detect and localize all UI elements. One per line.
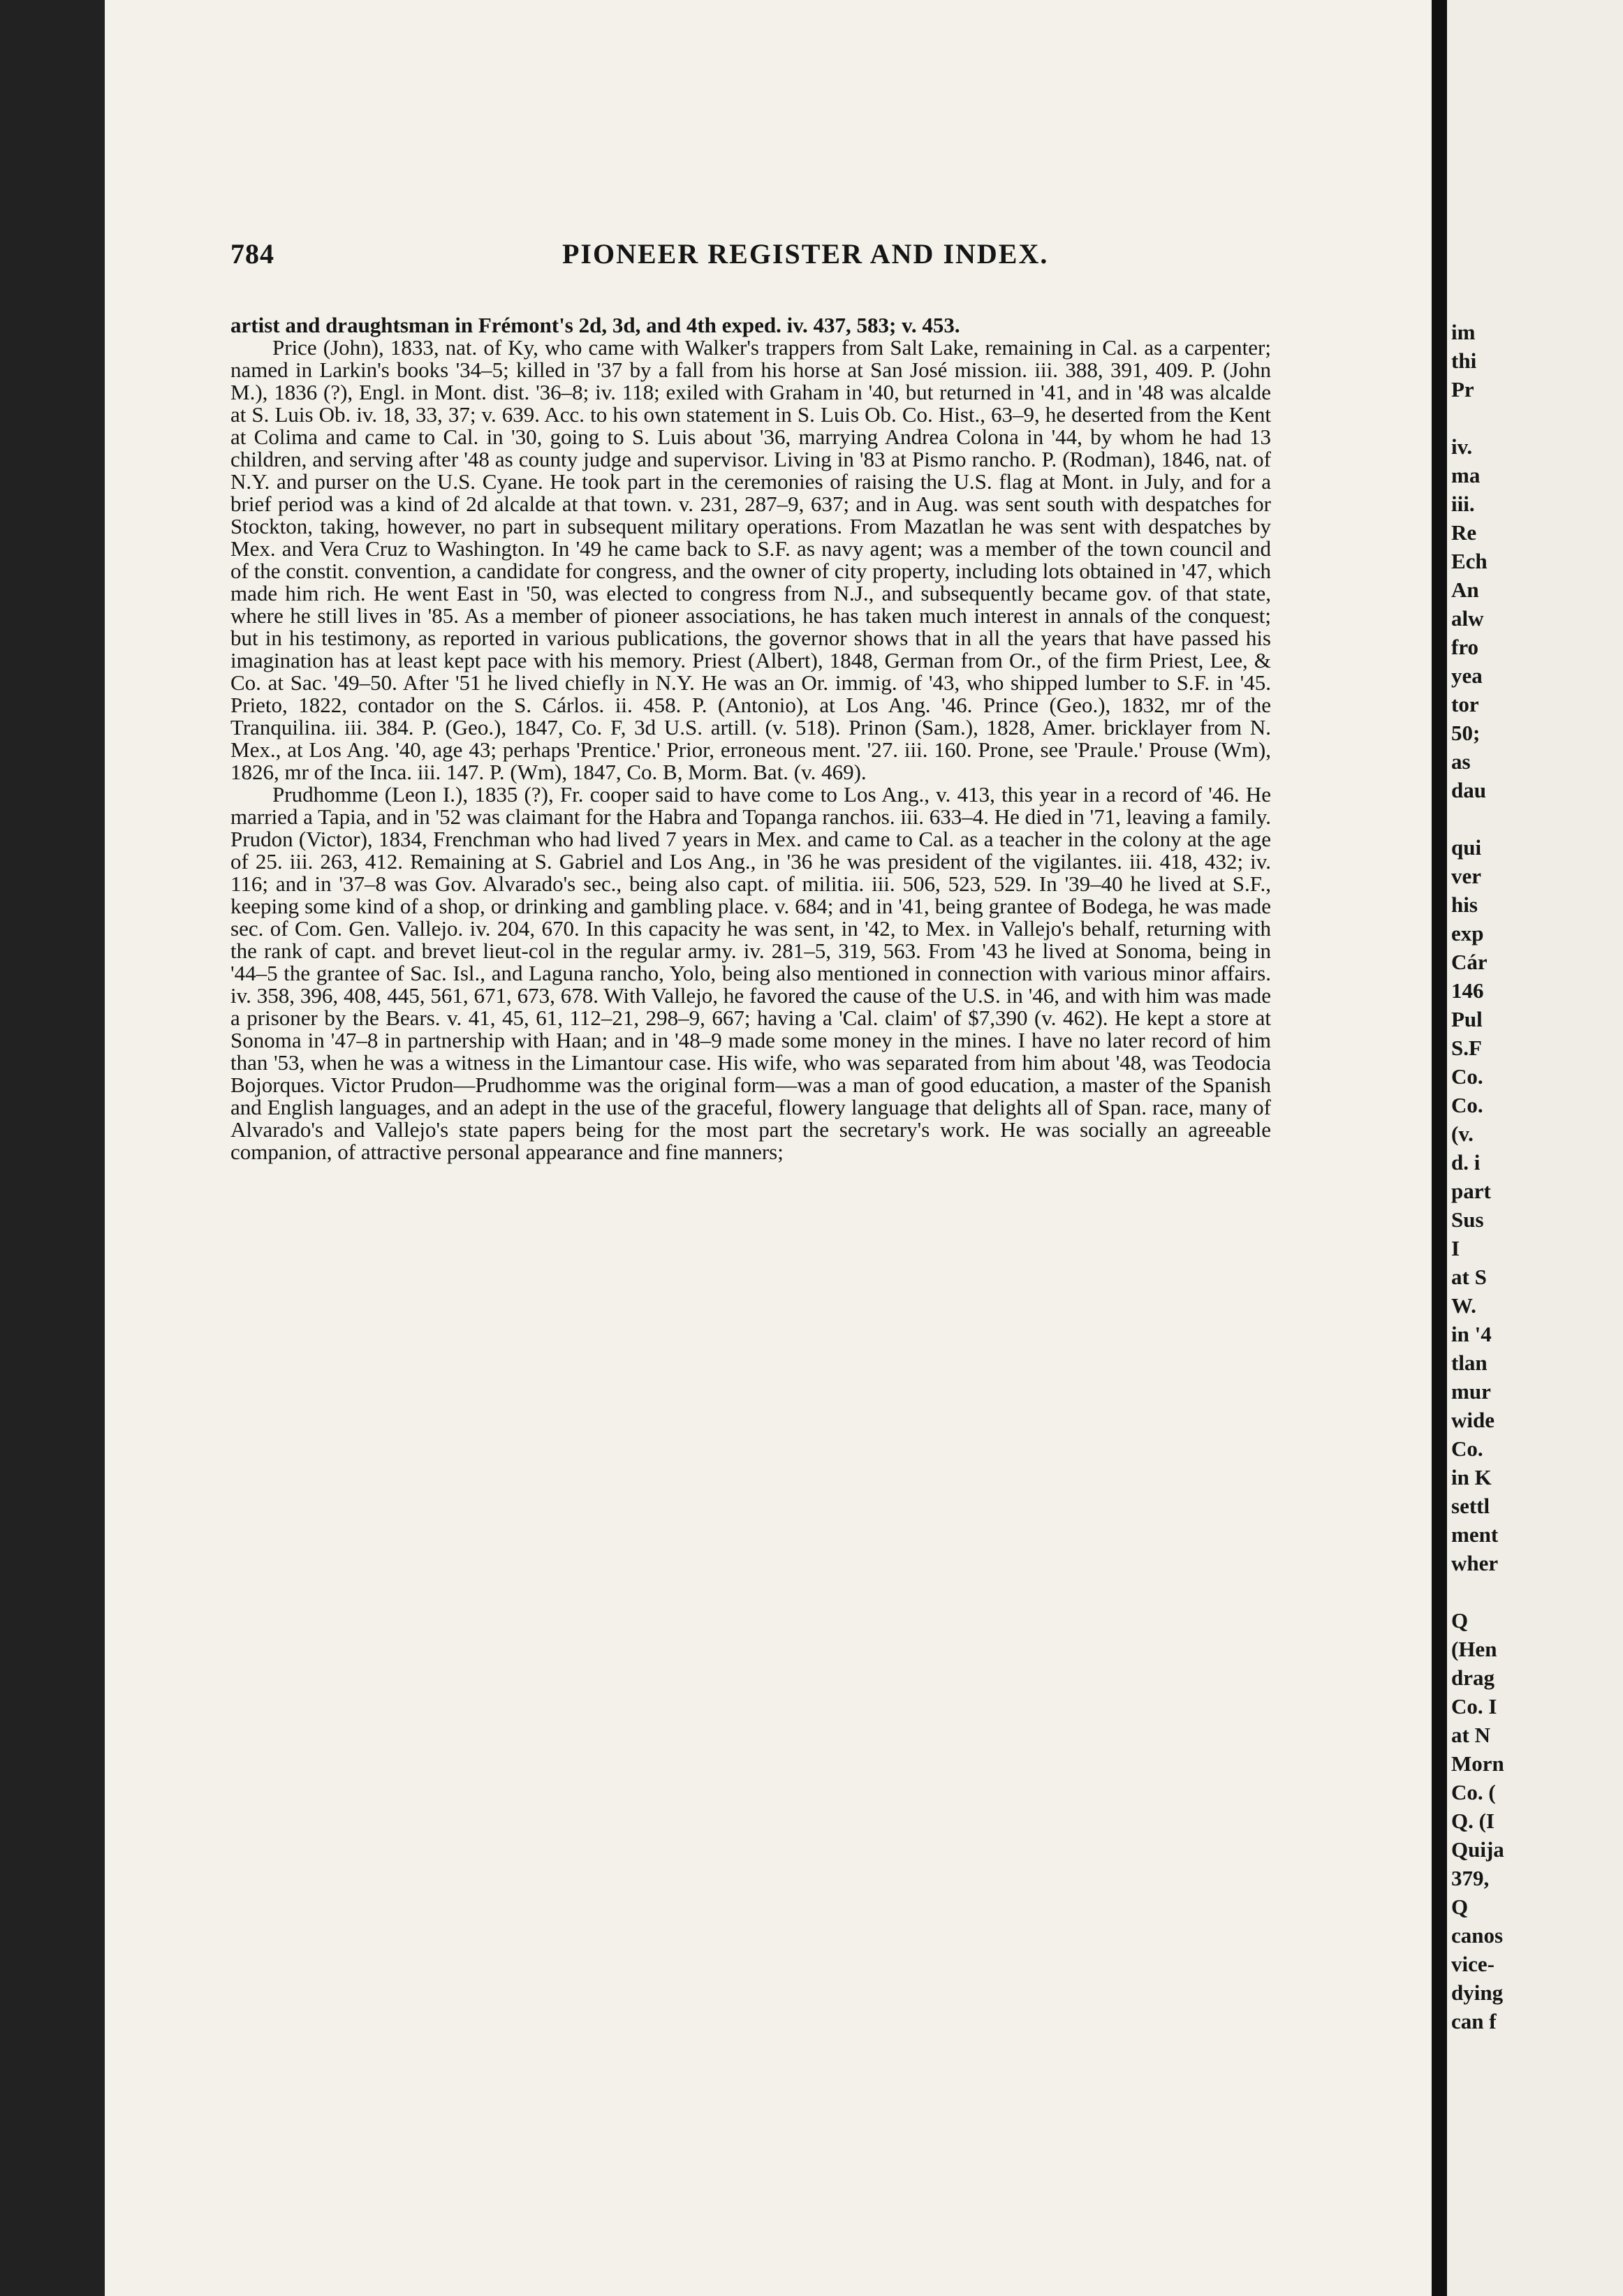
adjacent-page-line: in '4 [1451, 1322, 1492, 1346]
adjacent-page-line: tor [1451, 692, 1479, 716]
paragraph-prudhomme: Prudhomme (Leon I.), 1835 (?), Fr. cooper said to have come to Los Ang., v. 413, this year in a record of '46. He married a Tapia, and in '52 was claimant for the Habra and Topanga ranchos. iii. 633–4. He died in '71, leaving a family. Prudon (Victor), 1834, Frenchman who had lived 7 years in Mex. and came to Cal. as a teacher in the colony at the age of 25. iii. 263, 412. Remaining at S. Gabriel and Los Ang., in '36 he was president of the vigilantes. iii. 418, 432; iv. 116; and in '37–8 was Gov. Alvarado's sec., being also capt. of militia. iii. 506, 523, 529. In '39–40 he lived at S.F., keeping some kind of a shop, or drinking and gambling place. v. 684; and in '41, being grantee of Bodega, he was made sec. of Com. Gen. Vallejo. iv. 204, 670. In this capacity he was sent, in '42, to Mex. in Vallejo's behalf, returning with the rank of capt. and brevet lieut-col in the regular army. iv. 281–5, 319, 563. From '43 he lived at Sonoma, being in '44–5 the grantee of Sac. Isl., and Laguna rancho, Yolo, being also mentioned in connection with various minor affairs. iv. 358, 396, 408, 445, 561, 671, 673, 678. With Vallejo, he favored the cause of the U.S. in '46, and with him was made a prisoner by the Bears. v. 41, 45, 61, 112–21, 298–9, 667; having a 'Cal. claim' of $7,390 (v. 462). He kept a store at Sonoma in '47–8 in partnership with Haan; and in '48–9 made some money in the mines. I have no later record of him than '53, when he was a witness in the Limantour case. His wife, who was separated from him about '48, was Teodocia Bojorques. Victor Prudon—Prudhomme was the original form—was a man of good education, a master of the Spanish and English languages, and an adept in the use of the graceful, flowery language that delights all of Span. race, many of Alvarado's and Vallejo's state papers being for the most part the secretary's work. He was socially an agreeable companion, of attractive personal appearance and fine manners; [230, 782, 1271, 1164]
adjacent-page-line: qui [1451, 835, 1482, 860]
adjacent-page-line [1451, 804, 1623, 833]
adjacent-page-line: Co. [1451, 1093, 1483, 1117]
adjacent-page-line: 146 [1451, 978, 1484, 1003]
adjacent-page-line: Pr [1451, 377, 1474, 402]
scan-mark: ) [28, 1670, 42, 1716]
adjacent-page-line: wide [1451, 1408, 1495, 1432]
adjacent-page-line: Co. ( [1451, 1780, 1496, 1804]
adjacent-page-line: at S [1451, 1265, 1487, 1289]
adjacent-page-line: Re [1451, 520, 1477, 545]
adjacent-page-line [1451, 1577, 1623, 1606]
paragraph-continuation: artist and draughtsman in Frémont's 2d, 3d, and 4th exped. iv. 437, 583; v. 453. [230, 313, 960, 337]
adjacent-page-line: mur [1451, 1379, 1491, 1404]
adjacent-page-line: 379, [1451, 1866, 1490, 1890]
running-title: PIONEER REGISTER AND INDEX. [562, 238, 1049, 270]
adjacent-page-line: alw [1451, 606, 1484, 631]
adjacent-page-line: Q. (I [1451, 1809, 1495, 1833]
adjacent-page-line: Ech [1451, 549, 1488, 573]
adjacent-page-line: iv. [1451, 434, 1473, 459]
adjacent-page-line: Q [1451, 1894, 1469, 1919]
adjacent-page-line: yea [1451, 663, 1483, 688]
adjacent-page-line: ment [1451, 1522, 1499, 1547]
adjacent-page-line: S.F [1451, 1036, 1482, 1060]
adjacent-page-line: Cár [1451, 950, 1488, 974]
adjacent-page-line: (v. [1451, 1121, 1474, 1146]
paragraph-price: Price (John), 1833, nat. of Ky, who came with Walker's trappers from Salt Lake, remaining in Cal. as a carpenter; named in Larkin's books '34–5; killed in '37 by a fall from his horse at San José mission. iii. 388, 391, 409. P. (John M.), 1836 (?), Engl. in Mont. dist. '36–8; iv. 118; exiled with Graham in '40, but returned in '41, and in '48 was alcalde at S. Luis Ob. iv. 18, 33, 37; v. 639. Acc. to his own statement in S. Luis Ob. Co. Hist., 63–9, he deserted from the Kent at Colima and came to Cal. in '30, going to S. Luis about '36, marrying Andrea Colona in '44, by whom he had 13 children, and serving after '48 as county judge and supervisor. Living in '83 at Pismo rancho. P. (Rodman), 1846, nat. of N.Y. and purser on the U.S. Cyane. He took part in the ceremonies of raising the U.S. flag at Mont. in July, and for a brief period was a kind of 2d alcalde at that town. v. 231, 287–9, 637; and in Aug. was sent south with despatches for Stockton, taking, however, no part in subsequent military operations. From Mazatlan he was sent with despatches by Mex. and Vera Cruz to Washington. In '49 he came back to S.F. as navy agent; was a member of the town council and of the constit. convention, a candidate for congress, and the owner of city property, including lots obtained in '47, which made him rich. He went East in '50, was elected to congress from N.J., and subsequently became gov. of that state, where he still lives in '85. As a member of pioneer associations, he has taken much interest in annals of the conquest; but in his testimony, as reported in various publications, the governor shows that in all the years that have passed his imagination has at least kept pace with his memory. Priest (Albert), 1848, German from Or., of the firm Priest, Lee, & Co. at Sac. '49–50. After '51 he lived chiefly in N.Y. He was an Or. immig. of '43, who shipped lumber to S.F. in '45. Prieto, 1822, contador on the S. Cárlos. ii. 458. P. (Antonio), at Los Ang. '46. Prince (Geo.), 1832, mr of the Tranquilina. iii. 384. P. (Geo.), 1847, Co. F, 3d U.S. artill. (v. 518). Prinon (Sam.), 1828, Amer. bricklayer from N. Mex., at Los Ang. '40, age 43; perhaps 'Prentice.' Prior, erroneous ment. '27. iii. 160. Prone, see 'Praule.' Prouse (Wm), 1826, mr of the Inca. iii. 147. P. (Wm), 1847, Co. B, Morm. Bat. (v. 469). [230, 335, 1271, 784]
page-header [230, 237, 1271, 286]
adjacent-page-line: Q [1451, 1608, 1469, 1633]
adjacent-page-line: Quija [1451, 1837, 1504, 1862]
adjacent-page-line: drag [1451, 1665, 1495, 1690]
adjacent-page-line: vice- [1451, 1952, 1495, 1976]
adjacent-page-line: (Hen [1451, 1637, 1497, 1661]
adjacent-page-line: in K [1451, 1465, 1492, 1489]
adjacent-page-line: Sus [1451, 1207, 1484, 1232]
adjacent-page-line: fro [1451, 635, 1479, 659]
adjacent-page [1447, 0, 1623, 2296]
adjacent-page-line: im [1451, 320, 1476, 344]
adjacent-page-line: ma [1451, 463, 1481, 487]
adjacent-page-line: at N [1451, 1723, 1490, 1747]
adjacent-page-line: as [1451, 749, 1471, 774]
adjacent-page-line: canos [1451, 1923, 1504, 1948]
page-number: 784 [230, 238, 274, 270]
adjacent-page-line [1451, 404, 1623, 432]
adjacent-page-line: Pul [1451, 1007, 1483, 1031]
scan-border-left [0, 0, 105, 2296]
adjacent-page-line: dau [1451, 778, 1486, 802]
adjacent-page-line: part [1451, 1179, 1491, 1203]
adjacent-page-line: Co. [1451, 1436, 1483, 1461]
adjacent-page-line: An [1451, 577, 1479, 602]
adjacent-page-line: can f [1451, 2009, 1497, 2033]
adjacent-page-line: settl [1451, 1494, 1490, 1518]
adjacent-page-line: d. i [1451, 1150, 1481, 1175]
adjacent-page-line: thi [1451, 348, 1477, 373]
adjacent-page-line: dying [1451, 1980, 1504, 2005]
register-text [230, 314, 1271, 1163]
adjacent-page-line: Morn [1451, 1751, 1504, 1776]
adjacent-page-line: his [1451, 892, 1478, 917]
adjacent-page-line: I [1451, 1236, 1460, 1260]
adjacent-page-line: Co. [1451, 1064, 1483, 1089]
adjacent-page-line: ver [1451, 864, 1482, 888]
adjacent-page-line: exp [1451, 921, 1484, 945]
adjacent-page-line: tlan [1451, 1351, 1488, 1375]
adjacent-page-line: W. [1451, 1293, 1476, 1318]
adjacent-page-line: wher [1451, 1551, 1499, 1575]
adjacent-page-line: 50; [1451, 721, 1481, 745]
adjacent-page-fragments [1451, 318, 1623, 2036]
book-gutter [1432, 0, 1447, 2296]
adjacent-page-line: Co. I [1451, 1694, 1497, 1719]
adjacent-page-line: iii. [1451, 492, 1475, 516]
